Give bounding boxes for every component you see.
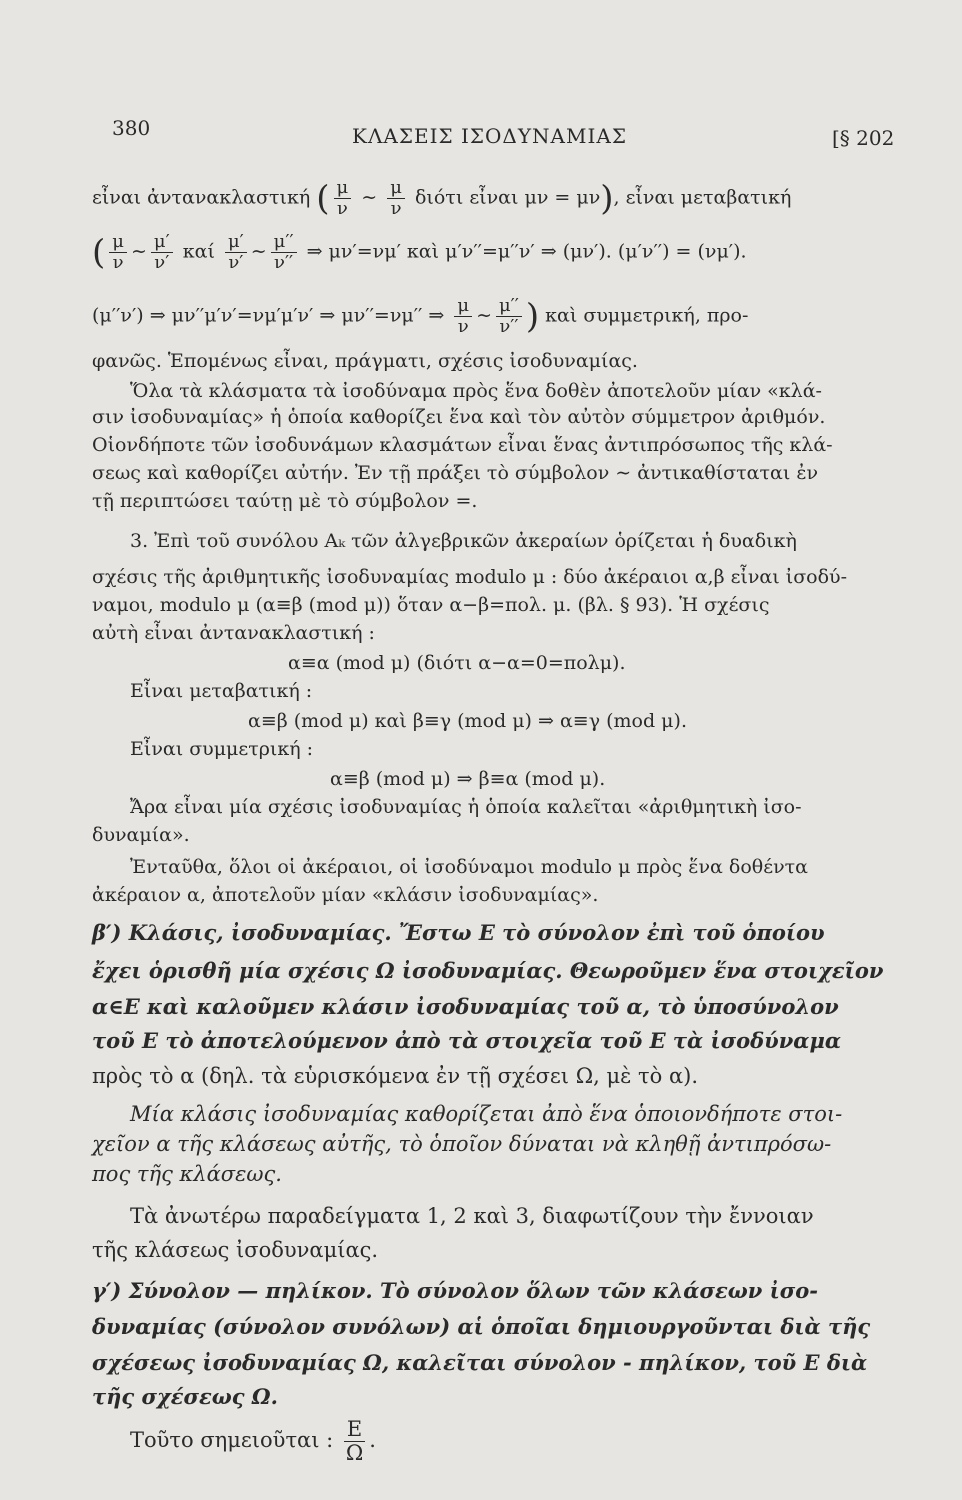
text-line: τῇ περιπτώσει ταύτῃ μὲ τὸ σύμβολον =.	[92, 490, 478, 512]
text-line: δυναμία».	[92, 824, 190, 846]
text-line: ναμοι, modulo μ (α≡β (mod μ)) ὅταν α−β=πολ. μ. (βλ. § 93). Ἡ σχέσις	[92, 594, 770, 616]
text-line: Εἶναι συμμετρική :	[130, 738, 314, 760]
final-line: Τοῦτο σημειοῦται : $\frac{E}{\Omega}$ .	[130, 1417, 376, 1466]
notation-text: Τοῦτο σημειοῦται :	[130, 1428, 334, 1453]
text-line: τῆς κλάσεως ἰσοδυναμίας.	[92, 1238, 379, 1262]
open-paren: (	[316, 178, 330, 219]
definition-line: γ′) Σύνολον — πηλίκον. Τὸ σύνολον ὅλων τῶν κλάσεων ἰσο-	[92, 1278, 818, 1303]
section-marker: [§ 202	[832, 126, 895, 150]
text-line: Τὰ ἀνωτέρω παραδείγματα 1, 2 καὶ 3, διαφωτίζουν τὴν ἔννοιαν	[130, 1204, 814, 1228]
fraction-mu-nu-4: $\frac{\mu}{\nu}$	[454, 296, 472, 337]
text-line: ἀκέραιον α, ἀποτελοῦν μίαν «κλάσιν ἰσοδυναμίας».	[92, 884, 599, 906]
close-paren: )	[600, 178, 614, 219]
page-number: 380	[112, 116, 151, 140]
fraction-mu-nu-3: $\frac{\mu}{\nu}$	[109, 232, 127, 273]
fraction-mup-nup: $\frac{\mu'}{\nu'}$	[151, 232, 173, 273]
text-line: αὐτὴ εἶναι ἀντανακλαστική :	[92, 622, 375, 644]
fraction-mupp-nupp-2: $\frac{\mu''}{\nu''}$	[496, 296, 522, 337]
italic-line: χεῖον α τῆς κλάσεως αὐτῆς, τὸ ὁποῖον δύναται νὰ κληθῇ ἀντιπρόσω-	[92, 1132, 832, 1156]
text-line: σεως καὶ καθορίζει αὐτήν. Ἐν τῇ πράξει τὸ σύμβολον ∼ ἀντικαθίσταται ἐν	[92, 462, 819, 484]
text-line: 3. Ἐπὶ τοῦ συνόλου Aₖ τῶν ἀλγεβρικῶν ἀκεραίων ὁρίζεται ἡ δυαδικὴ	[130, 530, 797, 552]
text-line: Ὅλα τὰ κλάσματα τὰ ἰσοδύναμα πρὸς ἕνα δοθὲν ἀποτελοῦν μίαν «κλά-	[130, 380, 822, 402]
definition-line: β′) Κλάσις, ἰσοδυναμίας. Ἔστω E τὸ σύνολον ἐπὶ τοῦ ὁποίου	[92, 920, 825, 945]
definition-line: τοῦ E τὸ ἀποτελούμενον ἀπὸ τὰ στοιχεῖα τοῦ E τὰ ἰσοδύναμα	[92, 1028, 841, 1053]
close-paren-3: )	[525, 296, 540, 337]
because-text: διότι εἶναι μν = μν	[414, 186, 601, 209]
fraction-mu-nu-2: $\frac{\mu}{\nu}$	[387, 178, 405, 219]
equation-reflexive: α≡α (mod μ) (διότι α−α=0=πολμ).	[288, 652, 626, 674]
symmetric-text: καὶ συμμετρική, προ-	[545, 304, 749, 327]
text-line: σχέσις τῆς ἀριθμητικῆς ἰσοδυναμίας modulo μ : δύο ἀκέραιοι α,β εἶναι ἰσοδύ-	[92, 566, 848, 588]
derivation-text: (μ′′ν′) ⇒ μν′′μ′ν′=νμ′μ′ν′ ⇒ μν′′=νμ′′ ⇒	[92, 304, 445, 327]
definition-line: σχέσεως ἰσοδυναμίας Ω, καλεῖται σύνολον - πηλίκον, τοῦ E διὰ	[92, 1350, 868, 1375]
reflexive-text: εἶναι ἀντανακλαστική	[92, 186, 311, 209]
definition-line: ἔχει ὁρισθῆ μία σχέσις Ω ἰσοδυναμίας. Θεωροῦμεν ἕνα στοιχεῖον	[92, 958, 884, 983]
text-line: Εἶναι μεταβατική :	[130, 680, 313, 702]
math-line-1: εἶναι ἀντανακλαστική ( $\frac{\mu}{\nu}$ ∼ $\frac{\mu}{\nu}$ διότι εἶναι μν = μν), εἶναι μεταβατική	[92, 177, 792, 219]
text-line: σιν ἰσοδυναμίας» ἡ ὁποία καθορίζει ἕνα καὶ τὸν αὐτὸν σύμμετρον ἀριθμόν.	[92, 406, 826, 428]
fraction-mu-nu: $\frac{\mu}{\nu}$	[334, 178, 352, 219]
sim-symbol: ∼	[361, 186, 378, 209]
open-paren-2: (	[92, 232, 106, 273]
text-line: Οἱονδήποτε τῶν ἰσοδυνάμων κλασμάτων εἶναι ἕνας ἀντιπρόσωπος τῆς κλά-	[92, 434, 833, 456]
math-line-2: ( $\frac{\mu}{\nu}$ ∼ $\frac{\mu'}{\nu'}$ καί $\frac{\mu'}{\nu'}$ ∼ $\frac{\mu''}{\nu''}$ ⇒ μν′=νμ′ καὶ μ′ν′′=μ′′ν′ ⇒ (μν′). (μ′ν′′) = (νμ′).	[92, 231, 747, 273]
definition-line: δυναμίας (σύνολον συνόλων) αἱ ὁποῖαι δημιουργοῦνται διὰ τῆς	[92, 1314, 871, 1339]
definition-line: τῆς σχέσεως Ω.	[92, 1384, 278, 1409]
math-line-3: (μ′′ν′) ⇒ μν′′μ′ν′=νμ′μ′ν′ ⇒ μν′′=νμ′′ ⇒ $\frac{\mu}{\nu}$ ∼ $\frac{\mu''}{\nu''}$ ) καὶ συμμετρική, προ-	[92, 295, 749, 337]
equation-symmetric: α≡β (mod μ) ⇒ β≡α (mod μ).	[330, 768, 606, 790]
implication-text: ⇒ μν′=νμ′ καὶ μ′ν′′=μ′′ν′ ⇒ (μν′). (μ′ν′′) = (νμ′).	[306, 240, 747, 263]
italic-line: πος τῆς κλάσεως.	[92, 1162, 282, 1186]
transitive-text: εἶναι μεταβατική	[625, 186, 792, 209]
definition-line: α∈E καὶ καλοῦμεν κλάσιν ἰσοδυναμίας τοῦ α, τὸ ὑποσύνολον	[92, 994, 839, 1019]
definition-line: πρὸς τὸ α (δηλ. τὰ εὑρισκόμενα ἐν τῇ σχέσει Ω, μὲ τὸ α).	[92, 1064, 699, 1088]
text-line: Ἐνταῦθα, ὅλοι οἱ ἀκέραιοι, οἱ ἰσοδύναμοι modulo μ πρὸς ἕνα δοθέντα	[130, 856, 808, 878]
fraction-mupp-nupp: $\frac{\mu''}{\nu''}$	[271, 232, 297, 273]
text-line: φανῶς. Ἑπομένως εἶναι, πράγματι, σχέσις ἰσοδυναμίας.	[92, 350, 638, 372]
equation-transitive: α≡β (mod μ) καὶ β≡γ (mod μ) ⇒ α≡γ (mod μ).	[248, 710, 687, 732]
italic-line: Μία κλάσις ἰσοδυναμίας καθορίζεται ἀπὸ ἕνα ὁποιονδήποτε στοι-	[130, 1102, 843, 1126]
running-title: ΚΛΑΣΕΙΣ ΙΣΟΔΥΝΑΜΙΑΣ	[352, 124, 627, 148]
text-line: Ἄρα εἶναι μία σχέσις ἰσοδυναμίας ἡ ὁποία καλεῖται «ἀριθμητικὴ ἰσο-	[130, 796, 802, 818]
quotient-fraction: $\frac{E}{\Omega}$	[345, 1417, 364, 1466]
fraction-mup-nup-2: $\frac{\mu'}{\nu'}$	[225, 232, 247, 273]
and-text: καί	[182, 240, 215, 263]
